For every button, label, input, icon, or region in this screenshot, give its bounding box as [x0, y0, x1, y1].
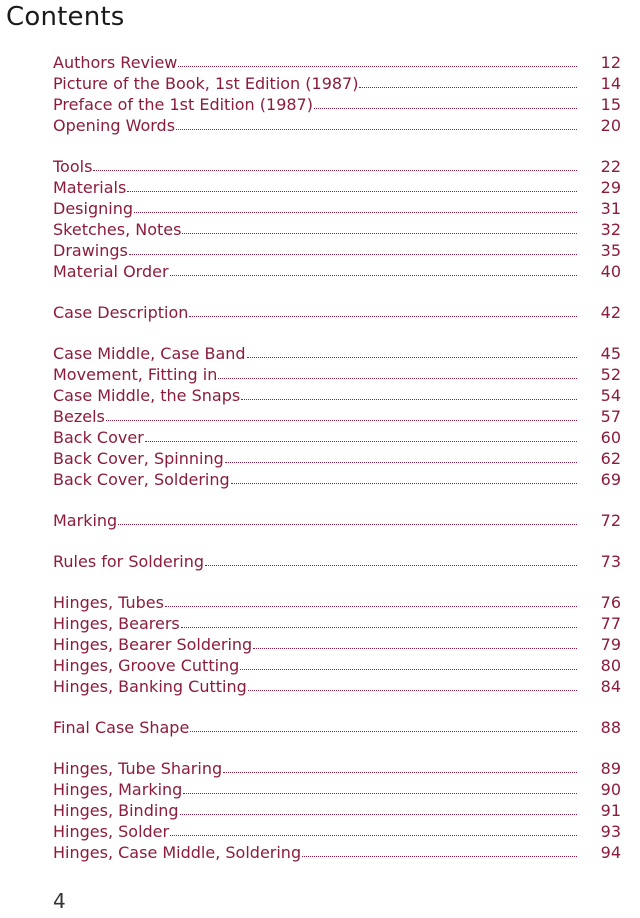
toc-entry-page: 69: [600, 470, 621, 489]
toc-group: [53, 52, 621, 136]
toc-entry-title: Movement, Fitting in: [53, 365, 218, 384]
toc-entry-page: 76: [600, 593, 621, 612]
toc-entry-title: Material Order: [53, 262, 169, 281]
toc-entry[interactable]: [53, 592, 621, 613]
toc-entry[interactable]: [53, 758, 621, 779]
toc-entry[interactable]: [53, 261, 621, 282]
toc-entry-page: 32: [600, 220, 621, 239]
toc-entry-page: 12: [600, 53, 621, 72]
toc-entry[interactable]: [53, 842, 621, 863]
dot-leader: [240, 669, 577, 670]
toc-group: [53, 343, 621, 490]
dot-leader: [118, 524, 577, 525]
toc-entry-page: 72: [600, 511, 621, 530]
toc-entry[interactable]: [53, 510, 621, 531]
toc-entry-page: 52: [600, 365, 621, 384]
toc-entry-page: 94: [600, 843, 621, 862]
dot-leader: [176, 129, 577, 130]
toc-entry[interactable]: [53, 821, 621, 842]
page-title: Contents: [6, 2, 125, 32]
dot-leader: [314, 108, 577, 109]
toc-entry-title: Hinges, Tubes: [53, 593, 164, 612]
toc-entry-title: Drawings: [53, 241, 128, 260]
toc-entry[interactable]: [53, 198, 621, 219]
toc-entry-page: 91: [600, 801, 621, 820]
toc-entry-title: Sketches, Notes: [53, 220, 182, 239]
toc-entry-title: Hinges, Bearers: [53, 614, 180, 633]
dot-leader: [218, 378, 577, 379]
toc-entry[interactable]: [53, 302, 621, 323]
toc-entry[interactable]: [53, 717, 621, 738]
dot-leader: [231, 483, 577, 484]
toc-entry-page: 54: [600, 386, 621, 405]
dot-leader: [129, 254, 577, 255]
dot-leader: [170, 835, 577, 836]
toc-entry-title: Case Middle, the Snaps: [53, 386, 241, 405]
dot-leader: [253, 648, 577, 649]
dot-leader: [93, 170, 577, 171]
dot-leader: [170, 275, 577, 276]
toc-entry-page: 40: [600, 262, 621, 281]
toc-entry-page: 42: [600, 303, 621, 322]
toc-group: [53, 592, 621, 697]
toc-entry[interactable]: [53, 800, 621, 821]
dot-leader: [182, 233, 577, 234]
toc-entry-title: Authors Review: [53, 53, 178, 72]
dot-leader: [106, 420, 577, 421]
dot-leader: [189, 316, 577, 317]
toc-entry-title: Designing: [53, 199, 133, 218]
toc-entry[interactable]: [53, 219, 621, 240]
toc-entry[interactable]: [53, 73, 621, 94]
toc-entry-title: Back Cover: [53, 428, 144, 447]
toc-entry-title: Hinges, Banking Cutting: [53, 677, 247, 696]
toc-entry-page: 35: [600, 241, 621, 260]
toc-entry[interactable]: [53, 448, 621, 469]
toc-entry[interactable]: [53, 52, 621, 73]
toc-entry-page: 62: [600, 449, 621, 468]
toc-entry-title: Hinges, Tube Sharing: [53, 759, 223, 778]
toc-entry-title: Case Description: [53, 303, 189, 322]
dot-leader: [165, 606, 577, 607]
toc-group: [53, 758, 621, 863]
toc-entry-page: 14: [600, 74, 621, 93]
toc-entry-page: 60: [600, 428, 621, 447]
toc-entry[interactable]: [53, 94, 621, 115]
toc-entry[interactable]: [53, 655, 621, 676]
toc-entry[interactable]: [53, 343, 621, 364]
toc-entry-title: Hinges, Bearer Soldering: [53, 635, 253, 654]
toc-entry[interactable]: [53, 613, 621, 634]
toc-entry[interactable]: [53, 469, 621, 490]
toc-entry-title: Hinges, Groove Cutting: [53, 656, 240, 675]
dot-leader: [145, 441, 577, 442]
toc-entry-page: 31: [600, 199, 621, 218]
toc-entry-page: 84: [600, 677, 621, 696]
dot-leader: [225, 462, 577, 463]
toc-entry[interactable]: [53, 115, 621, 136]
toc-entry-title: Hinges, Case Middle, Soldering: [53, 843, 302, 862]
dot-leader: [223, 772, 577, 773]
dot-leader: [134, 212, 577, 213]
toc-entry[interactable]: [53, 676, 621, 697]
dot-leader: [241, 399, 577, 400]
toc-entry-title: Case Middle, Case Band: [53, 344, 246, 363]
toc-entry-title: Hinges, Marking: [53, 780, 183, 799]
toc-entry-page: 15: [600, 95, 621, 114]
dot-leader: [180, 814, 577, 815]
dot-leader: [302, 856, 577, 857]
toc-entry[interactable]: [53, 177, 621, 198]
toc-entry-title: Opening Words: [53, 116, 176, 135]
toc-entry-page: 88: [600, 718, 621, 737]
toc-entry-title: Marking: [53, 511, 118, 530]
toc-entry-title: Back Cover, Soldering: [53, 470, 230, 489]
toc-entry[interactable]: [53, 427, 621, 448]
toc-entry[interactable]: [53, 406, 621, 427]
toc-group: [53, 510, 621, 531]
toc-entry-page: 45: [600, 344, 621, 363]
table-of-contents: [53, 52, 621, 883]
toc-entry-page: 29: [600, 178, 621, 197]
toc-entry-title: Tools: [53, 157, 93, 176]
toc-entry-title: Rules for Soldering: [53, 552, 205, 571]
toc-group: [53, 717, 621, 738]
toc-entry-page: 57: [600, 407, 621, 426]
toc-entry-page: 79: [600, 635, 621, 654]
toc-entry-page: 73: [600, 552, 621, 571]
dot-leader: [205, 565, 577, 566]
toc-entry-title: Hinges, Solder: [53, 822, 170, 841]
toc-entry-page: 22: [600, 157, 621, 176]
toc-entry-page: 89: [600, 759, 621, 778]
toc-entry[interactable]: [53, 240, 621, 261]
dot-leader: [359, 87, 577, 88]
toc-entry[interactable]: [53, 634, 621, 655]
toc-entry-title: Back Cover, Spinning: [53, 449, 224, 468]
toc-entry-title: Materials: [53, 178, 127, 197]
toc-entry-page: 80: [600, 656, 621, 675]
dot-leader: [247, 357, 577, 358]
toc-group: [53, 302, 621, 323]
toc-entry-page: 90: [600, 780, 621, 799]
toc-entry-page: 93: [600, 822, 621, 841]
dot-leader: [181, 627, 577, 628]
toc-entry[interactable]: [53, 385, 621, 406]
toc-entry-title: Final Case Shape: [53, 718, 190, 737]
dot-leader: [127, 191, 577, 192]
dot-leader: [190, 731, 577, 732]
toc-entry-title: Hinges, Binding: [53, 801, 179, 820]
toc-group: [53, 551, 621, 572]
toc-entry-page: 20: [600, 116, 621, 135]
toc-entry[interactable]: [53, 156, 621, 177]
dot-leader: [178, 66, 577, 67]
toc-entry-title: Picture of the Book, 1st Edition (1987): [53, 74, 359, 93]
toc-entry-title: Preface of the 1st Edition (1987): [53, 95, 313, 114]
page-number: 4: [53, 889, 66, 913]
dot-leader: [248, 690, 577, 691]
toc-entry-title: Bezels: [53, 407, 105, 426]
toc-entry[interactable]: [53, 364, 621, 385]
toc-group: [53, 156, 621, 282]
toc-entry[interactable]: [53, 551, 621, 572]
dot-leader: [183, 793, 577, 794]
toc-entry[interactable]: [53, 779, 621, 800]
toc-entry-page: 77: [600, 614, 621, 633]
